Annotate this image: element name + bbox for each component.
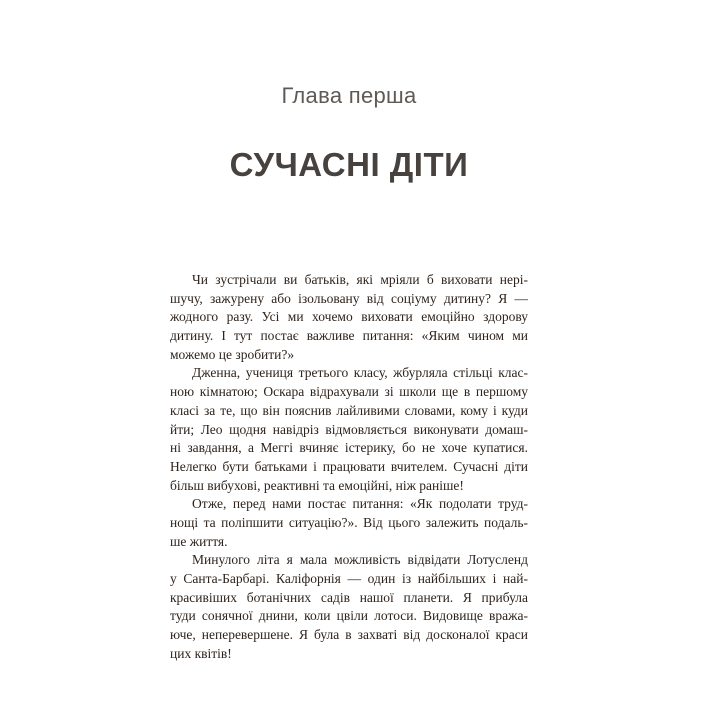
text-line: цих квітів! xyxy=(170,645,232,661)
text-line: Нелегко бути батьками і працювати вчителем. Сучасні діти xyxy=(170,458,528,474)
text-line: Чи зустрічали ви батьків, які мріяли б виховати нері- xyxy=(192,272,528,287)
text-line: йти; Лео щодня навідріз відмовляється виконувати домаш- xyxy=(170,421,528,437)
text-line: красивіших ботанічних садів нашої планети. Я прибула xyxy=(170,589,528,605)
text-line: нощі та поліпшити ситуацію?». Від цього залежить подаль- xyxy=(170,514,528,530)
text-line: Минулого літа я мала можливість відвідати Лотусленд xyxy=(192,552,528,568)
text-line: юче, неперевершене. Я була в захваті від досконалої краси xyxy=(170,627,528,643)
body-text xyxy=(170,271,528,663)
chapter-title: СУЧАСНІ ДІТИ xyxy=(229,146,469,183)
text-line: туди сонячної днини, коли цвіли лотоси. Видовище вража- xyxy=(170,608,528,624)
chapter-label: Глава перша xyxy=(281,83,417,108)
paragraph xyxy=(170,271,528,364)
text-line: Дженна, учениця третього класу, жбурляла стільці клас- xyxy=(192,365,528,381)
text-line: ною кімнатою; Оскара відрахували зі школи ще в першому xyxy=(170,384,528,400)
text-line: ні завдання, а Меггі вчиняє істерику, бо не хоче купатися. xyxy=(170,440,528,456)
text-line: жодного разу. Усі ми хочемо виховати емоційно здорову xyxy=(170,309,528,325)
text-line: більш вибухові, реактивні та емоційні, ніж раніше! xyxy=(170,477,464,493)
text-column xyxy=(170,0,528,663)
text-line: у Санта-Барбарі. Каліфорнія — один із найбільших і най- xyxy=(170,571,528,586)
text-line: класі за те, що він пояснив лайливими словами, кому і куди xyxy=(170,402,528,418)
text-line: можемо це зробити?» xyxy=(170,346,295,362)
text-line: ше життя. xyxy=(170,533,228,549)
paragraph xyxy=(170,364,528,495)
paragraph xyxy=(170,551,528,663)
paragraph xyxy=(170,495,528,551)
text-line: шучу, зажурену або ізольовану від соціуму дитину? Я — xyxy=(170,290,528,306)
text-line: Отже, перед нами постає питання: «Як подолати труд- xyxy=(192,496,528,512)
text-line: дитину. І тут постає важливе питання: «Яким чином ми xyxy=(170,328,528,344)
